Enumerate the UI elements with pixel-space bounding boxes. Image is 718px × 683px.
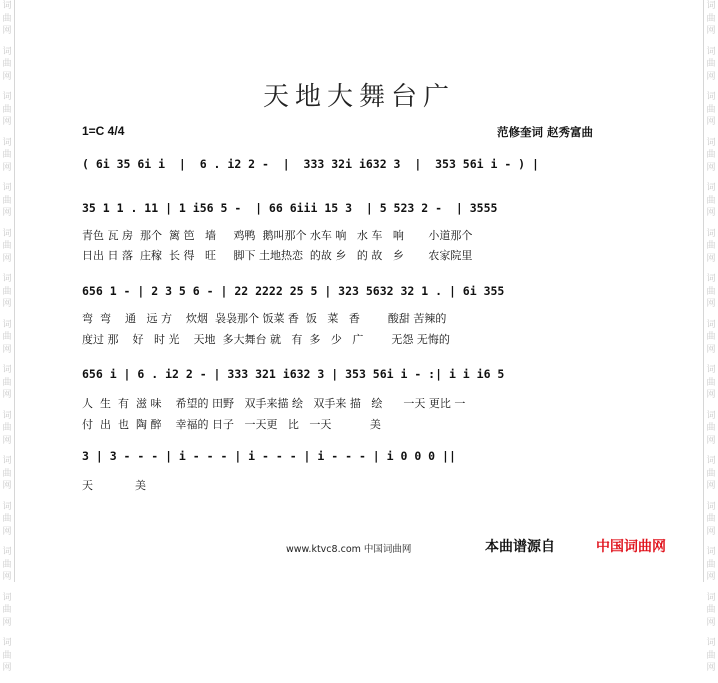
score-line-5-lyric-1: 天 美	[82, 479, 146, 492]
score-line-5-notes: 3 | 3 - - - | i - - - | i - - - | i - - - | i 0 0 0 ||	[82, 449, 456, 463]
watermark-text: 词 曲 网 词 曲 网 词 曲 网 词 曲 网 词 曲 网 词 曲 网 词 曲 网 词 曲 网 词 曲 网 词 曲 网 词 曲 网 词 曲 网 词 曲 网 词 曲 网 词 曲 网	[706, 1, 716, 673]
song-title: 天地大舞台广	[262, 82, 455, 112]
footer-url[interactable]: www.ktvc8.com 中国词曲网	[286, 544, 412, 555]
score-line-3-lyric-1: 弯 弯 通 远 方 炊烟 袅袅那个 饭菜 香 饭 菜 香 酸甜 苦辣的	[82, 312, 447, 325]
score-line-4-lyric-2: 付 出 也 陶 醉 幸福的 日子 一天更 比 一天 美	[82, 418, 381, 431]
score-line-3-notes: 656 1 - | 2 3 5 6 - | 22 2222 25 5 | 323 5632 32 1 . | 6i 355	[82, 284, 505, 298]
credits: 范修奎词 赵秀富曲	[497, 125, 594, 139]
score-line-2-lyric-2: 日出 日 落 庄稼 长 得 旺 脚下 土地热恋 的故 乡 的 故 乡 农家院里	[82, 249, 473, 262]
score-line-2-lyric-1: 青色 瓦 房 那个 篱 笆 墙 鸡鸭 鹅叫那个 水车 响 水 车 响 小道那个	[82, 229, 473, 242]
score-line-2-notes: 35 1 1 . 11 | 1 i56 5 - | 66 6iii 15 3 | 5 523 2 - | 3555	[82, 201, 498, 215]
watermark-text: 词 曲 网 词 曲 网 词 曲 网 词 曲 网 词 曲 网 词 曲 网 词 曲 网 词 曲 网 词 曲 网 词 曲 网 词 曲 网 词 曲 网 词 曲 网 词 曲 网 词 曲 网	[2, 1, 12, 673]
score-line-3-lyric-2: 度过 那 好 时 光 天地 多大舞台 就 有 多 少 广 无怨 无悔的	[82, 333, 450, 346]
key-signature: 1=C 4/4	[82, 124, 125, 138]
footer-source-label: 本曲谱源自	[485, 539, 555, 555]
footer-brand[interactable]: 中国词曲网	[596, 539, 666, 555]
score-line-4-notes: 656 i | 6 . i2 2 - | 333 321 i632 3 | 353 56i i - :| i i i6 5	[82, 367, 505, 381]
score-line-1-notes: ( 6i 35 6i i | 6 . i2 2 - | 333 32i i632 3 | 353 56i i - ) |	[82, 157, 539, 171]
score-line-4-lyric-1: 人 生 有 滋 味 希望的 田野 双手来描 绘 双手来 描 绘 一天 更比 一	[82, 397, 466, 410]
